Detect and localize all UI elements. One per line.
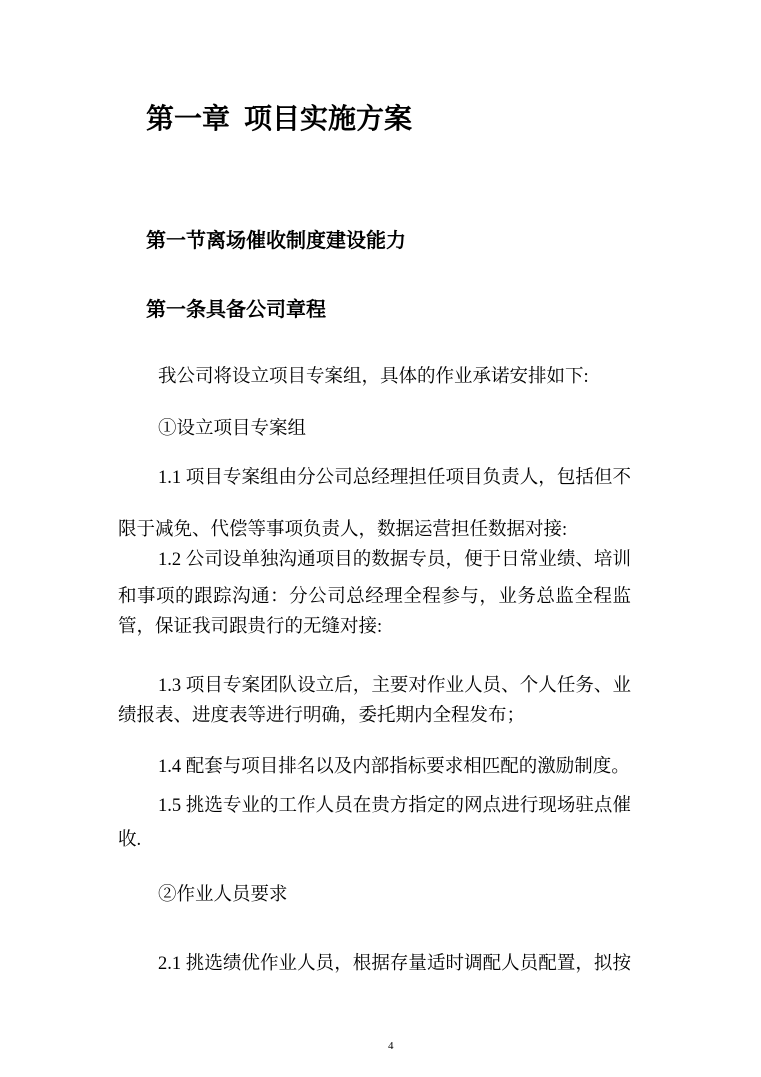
paragraph-line: 1.1 项目专案组由分公司总经理担任项目负责人，包括但不 (158, 468, 631, 488)
paragraph-line: 管，保证我司跟贵行的无缝对接: (118, 617, 383, 637)
paragraph-line: 绩报表、进度表等进行明确，委托期内全程发布； (118, 706, 526, 726)
paragraph-line: 收. (118, 830, 142, 850)
section-title: 第一节离场催收制度建设能力 (146, 230, 406, 252)
article-title: 第一条具备公司章程 (146, 299, 326, 321)
subheading-1: ①设立项目专案组 (158, 419, 307, 439)
paragraph-line: 1.4 配套与项目排名以及内部指标要求相匹配的激励制度。 (158, 757, 630, 777)
paragraph-line: 限于减免、代偿等事项负责人，数据运营担任数据对接: (118, 520, 568, 540)
paragraph-line: 2.1 挑选绩优作业人员，根据存量适时调配人员配置，拟按 (158, 954, 631, 974)
chapter-title: 第一章 项目实施方案 (146, 104, 413, 135)
paragraph-line: 1.2 公司设单独沟通项目的数据专员，便于日常业绩、培训 (158, 550, 631, 570)
paragraph-line: 我公司将设立项目专案组，具体的作业承诺安排如下: (158, 367, 589, 387)
paragraph-line: 1.5 挑选专业的工作人员在贵方指定的网点进行现场驻点催 (158, 796, 631, 816)
page-number: 4 (388, 1040, 394, 1052)
subheading-2: ②作业人员要求 (158, 885, 288, 905)
paragraph-line: 1.3 项目专案团队设立后，主要对作业人员、个人任务、业 (158, 676, 631, 696)
paragraph-line: 和事项的跟踪沟通：分公司总经理全程参与，业务总监全程监 (118, 587, 631, 607)
